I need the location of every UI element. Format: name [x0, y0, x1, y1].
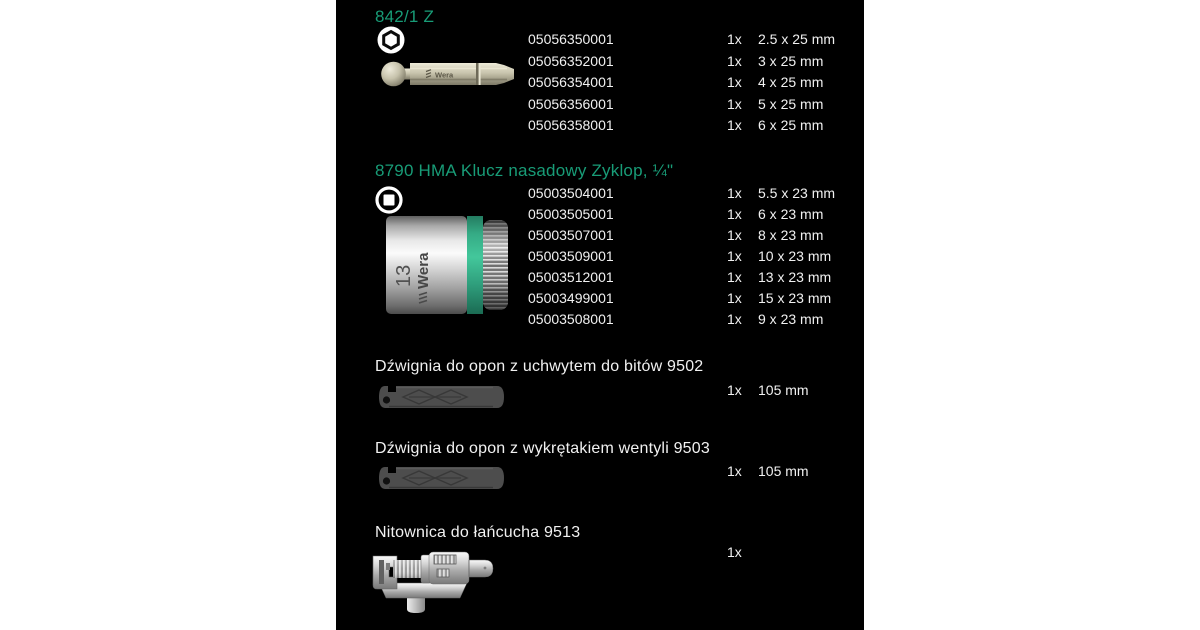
bit-brand-label: Wera: [435, 70, 454, 80]
quantity: 1x: [727, 269, 742, 285]
spec-row: [336, 183, 864, 204]
bits-spec-table: [336, 29, 864, 137]
spec-row: [336, 225, 864, 246]
part-number: 05003507001: [528, 227, 614, 243]
dimension: 2.5 x 25 mm: [758, 31, 836, 47]
part-number: 05003499001: [528, 290, 614, 306]
dimension: 15 x 23 mm: [758, 290, 832, 306]
quantity: 1x: [727, 52, 742, 69]
socket-size-label: 13: [393, 264, 415, 287]
quantity: 1x: [727, 382, 742, 398]
quantity: 1x: [727, 117, 742, 133]
spec-row: [336, 94, 864, 116]
sockets-spec-table: [336, 183, 864, 330]
socket-brand-label: Wera: [415, 252, 432, 289]
quantity: 1x: [727, 31, 742, 47]
part-number: 05056352001: [528, 52, 614, 69]
spec-row: [336, 246, 864, 267]
quantity: 1x: [727, 185, 742, 201]
dimension: 9 x 23 mm: [758, 311, 824, 327]
spec-row: [336, 29, 864, 51]
spec-row: [336, 380, 864, 400]
product-spec-panel: [336, 0, 864, 630]
spec-row: [336, 51, 864, 73]
spec-row: [336, 288, 864, 309]
quantity: 1x: [727, 248, 742, 264]
part-number: 05003508001: [528, 311, 614, 327]
section-title-842-1-z: 842/1 Z: [375, 7, 435, 26]
quantity: 1x: [727, 290, 742, 306]
dimension: 6 x 25 mm: [758, 117, 824, 133]
spec-row: [336, 72, 864, 94]
section-title-lever-9503: Dźwignia do opon z wykrętakiem wentyli 9503: [375, 440, 710, 457]
spec-row: [336, 309, 864, 330]
quantity: 1x: [727, 463, 742, 479]
lever-9502-spec: [336, 380, 864, 400]
quantity: 1x: [727, 206, 742, 222]
quantity: 1x: [727, 311, 742, 327]
spec-row: [336, 115, 864, 137]
lever-9503-spec: [336, 461, 864, 481]
dimension: 10 x 23 mm: [758, 248, 832, 264]
dimension: 4 x 25 mm: [758, 74, 824, 90]
section-title-riveter-9513: Nitownica do łańcucha 9513: [375, 524, 581, 541]
dimension: 105 mm: [758, 463, 809, 479]
part-number: 05056354001: [528, 74, 614, 90]
dimension: 3 x 25 mm: [758, 52, 824, 69]
spec-row: [336, 264, 864, 288]
part-number: 05003512001: [528, 269, 614, 285]
part-number: 05056356001: [528, 95, 614, 112]
part-number: 05003509001: [528, 248, 614, 264]
part-number: 05056350001: [528, 31, 614, 47]
dimension: 13 x 23 mm: [758, 269, 832, 285]
riveter-9513-spec: [336, 542, 864, 562]
dimension: 6 x 23 mm: [758, 206, 824, 222]
section-title-lever-9502: Dźwignia do opon z uchwytem do bitów 9502: [375, 358, 704, 375]
quantity: 1x: [727, 74, 742, 90]
dimension: 5.5 x 23 mm: [758, 185, 836, 201]
section-title-8790-hma: 8790 HMA Klucz nasadowy Zyklop, ¼": [375, 161, 674, 180]
part-number: 05003504001: [528, 185, 614, 201]
spec-row: [336, 542, 864, 562]
quantity: 1x: [727, 227, 742, 243]
spec-row: [336, 204, 864, 225]
dimension: 105 mm: [758, 382, 809, 398]
part-number: 05056358001: [528, 117, 614, 133]
dimension: 5 x 25 mm: [758, 95, 824, 112]
part-number: 05003505001: [528, 206, 614, 222]
quantity: 1x: [727, 544, 742, 560]
quantity: 1x: [727, 95, 742, 112]
spec-row: [336, 461, 864, 481]
dimension: 8 x 23 mm: [758, 227, 824, 243]
